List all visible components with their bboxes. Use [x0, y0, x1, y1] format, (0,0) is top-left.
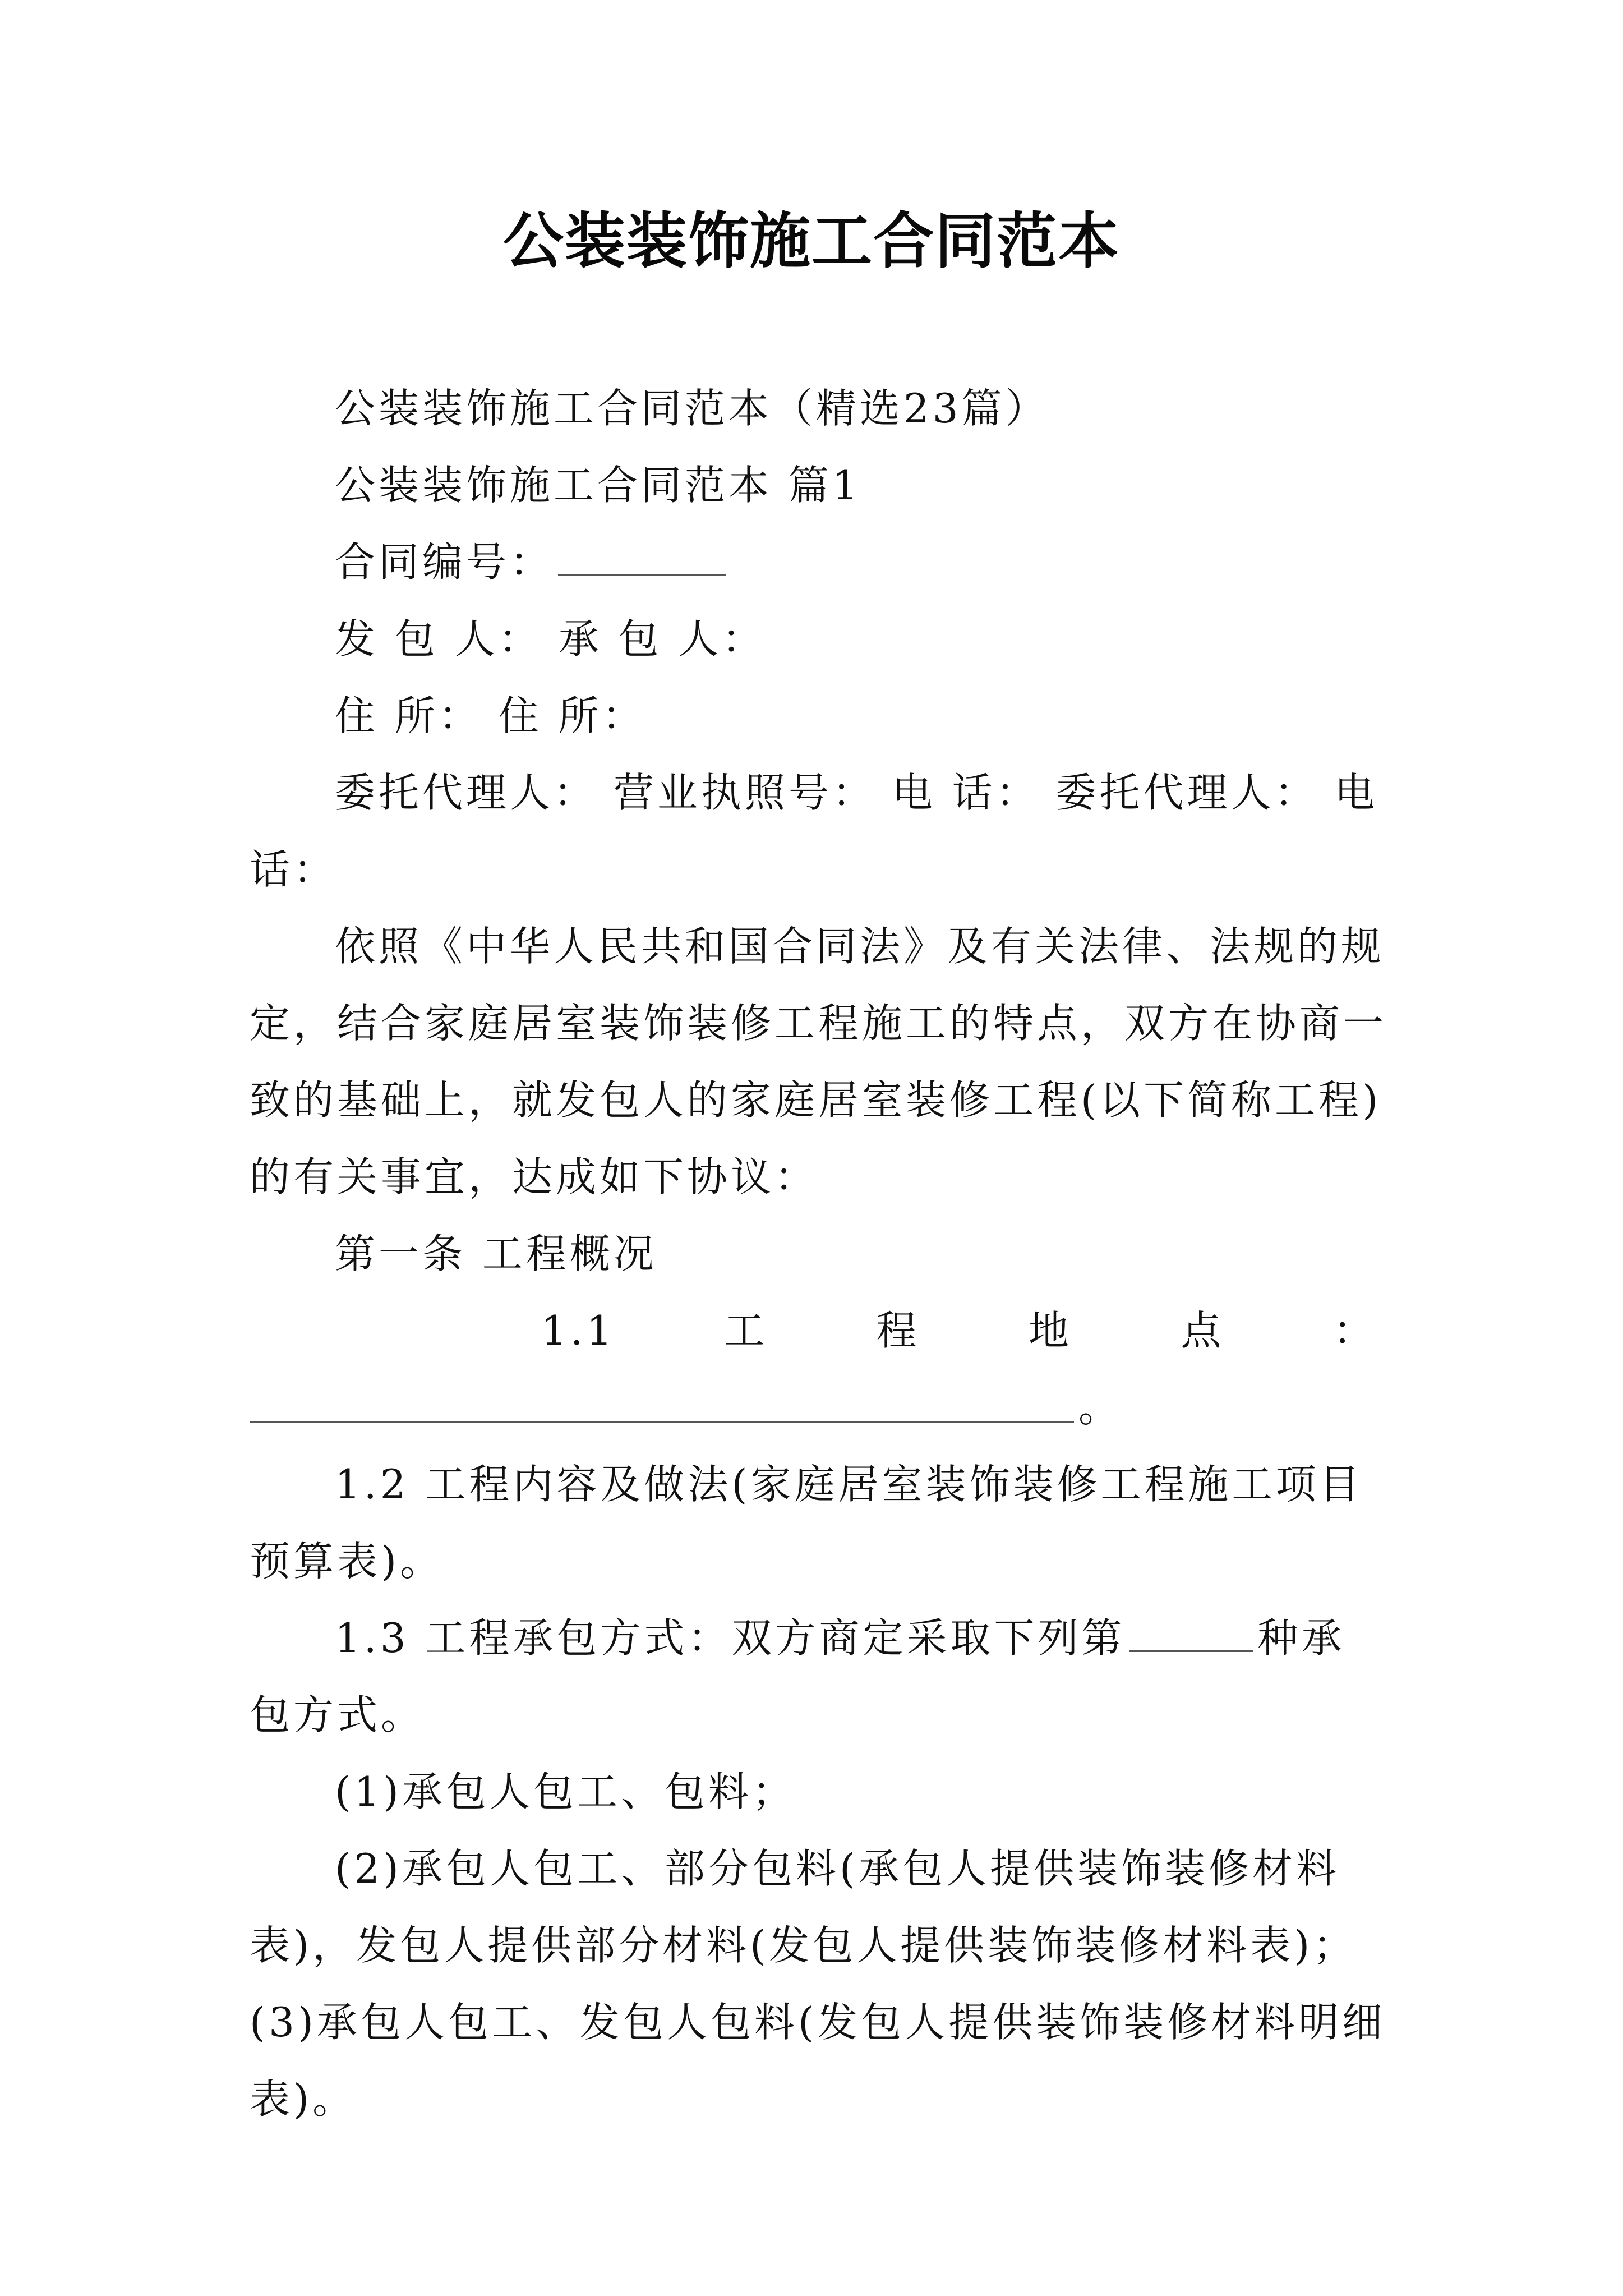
item-1-1-blank-row	[250, 1369, 1388, 1446]
article-1-heading: 第一条 工程概况	[335, 1230, 657, 1277]
item-1-1-number: 1.1	[541, 1307, 616, 1354]
item-1-1-char: 点	[1181, 1307, 1225, 1354]
chapter-line: 公装装饰施工合同范本 篇1	[335, 462, 861, 509]
item-1-2-paragraph: 1.2 工程内容及做法(家庭居室装饰装修工程施工项目预算表)。	[250, 1461, 1363, 1585]
item-1-1-line	[250, 1292, 1388, 1369]
contract-number-line	[250, 524, 1388, 601]
option-1-line: (1)承包人包工、包料；	[335, 1768, 796, 1815]
preamble-paragraph: 依照《中华人民共和国合同法》及有关法律、法规的规定，结合家庭居室装饰装修工程施工的特点，双方在协商一致的基础上，就发包人的家庭居室装修工程(以下简称工程)的有关事宜，达成如下协议：	[250, 923, 1387, 1200]
contract-method-blank	[1129, 1617, 1253, 1652]
option-2-3-paragraph: (2)承包人包工、部分包料(承包人提供装饰装修材料表)，发包人提供部分材料(发包人提供装饰装修材料表)；(3)承包人包工、发包人包料(发包人提供装饰装修材料明细表)。	[250, 1845, 1386, 2123]
item-1-1-char: 地	[1028, 1307, 1072, 1354]
item-1-1-period: 。	[1078, 1384, 1123, 1431]
contract-number-blank	[558, 541, 726, 576]
agent-line: 委托代理人： 营业执照号： 电 话： 委托代理人： 电话：	[250, 769, 1378, 893]
item-1-1-char: 工	[723, 1307, 768, 1354]
item-1-3-paragraph	[250, 1600, 1388, 1754]
parties-line: 发 包 人： 承 包 人：	[335, 615, 766, 662]
item-1-3-text-b: 种承包方式。	[250, 1614, 1345, 1738]
subtitle-line: 公装装饰施工合同范本（精选23篇）	[335, 385, 1049, 432]
item-1-3-text-a: 1.3 工程承包方式：双方商定采取下列第	[335, 1614, 1126, 1662]
address-line: 住 所： 住 所：	[335, 692, 646, 739]
document-title: 公装装饰施工合同范本	[502, 206, 1120, 277]
item-1-1-char: 程	[876, 1307, 920, 1354]
document-body	[250, 370, 1388, 2138]
item-1-1-char: ：	[1332, 1307, 1377, 1354]
location-blank	[250, 1421, 1074, 1423]
contract-number-label: 合同编号：	[335, 539, 554, 586]
